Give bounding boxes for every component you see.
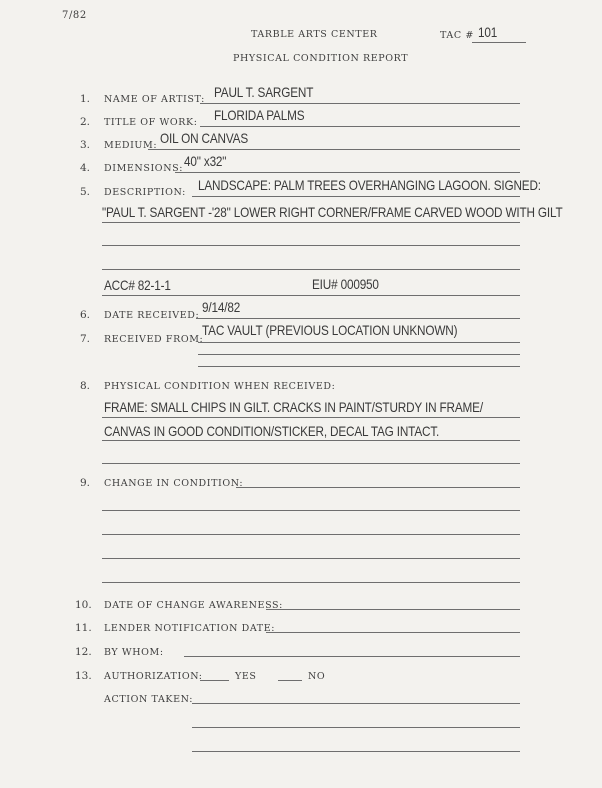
change-line-1[interactable]: [236, 487, 520, 488]
change-line-4[interactable]: [102, 558, 520, 559]
tac-number[interactable]: 101: [478, 24, 498, 40]
description-line-2[interactable]: "PAUL T. SARGENT -'28" LOWER RIGHT CORNER/FRAME CARVED WOOD WITH GILT: [102, 204, 563, 220]
field-number: 5.: [80, 186, 91, 198]
received-from-line-2: [198, 354, 520, 355]
eiu-number[interactable]: EIU# 000950: [312, 276, 379, 292]
date-received-value[interactable]: 9/14/82: [202, 299, 241, 315]
received-from-value[interactable]: TAC VAULT (PREVIOUS LOCATION UNKNOWN): [202, 322, 458, 338]
field-number: 11.: [75, 622, 92, 634]
action-taken-line-1[interactable]: [192, 703, 520, 704]
lender-notification-label: LENDER NOTIFICATION DATE:: [104, 623, 276, 634]
physical-condition-label: PHYSICAL CONDITION WHEN RECEIVED:: [104, 381, 336, 392]
acc-number[interactable]: ACC# 82-1-1: [104, 277, 171, 293]
date-received-label: DATE RECEIVED:: [104, 310, 200, 321]
artist-value[interactable]: PAUL T. SARGENT: [214, 84, 314, 100]
field-number: 7.: [80, 333, 91, 345]
description-label: DESCRIPTION:: [104, 187, 186, 198]
medium-value[interactable]: OIL ON CANVAS: [160, 130, 249, 146]
field-number: 13.: [75, 670, 92, 682]
description-rule-1: [192, 196, 520, 197]
dimensions-label: DIMENSIONS:: [104, 163, 184, 174]
by-whom-line[interactable]: [184, 656, 520, 657]
authorization-no-label: NO: [308, 671, 326, 682]
field-number: 2.: [80, 116, 91, 128]
physical-condition-line-2[interactable]: CANVAS IN GOOD CONDITION/STICKER, DECAL TAG INTACT.: [104, 423, 440, 439]
field-number: 1.: [80, 93, 91, 105]
action-taken-line-2[interactable]: [192, 727, 520, 728]
physical-condition-rule-3: [102, 463, 520, 464]
artist-label: NAME OF ARTIST:: [104, 94, 205, 105]
physical-condition-rule-1: [102, 417, 520, 418]
authorization-no-line[interactable]: [278, 680, 302, 681]
tac-line: [472, 42, 526, 43]
corner-date: 7/82: [62, 10, 87, 21]
received-from-line-3: [198, 366, 520, 367]
description-rule-3: [102, 245, 520, 246]
title-label: TITLE OF WORK:: [104, 117, 198, 128]
dimensions-value[interactable]: 40" x32": [184, 153, 227, 169]
dimensions-line: [175, 172, 520, 173]
title-line: [200, 126, 520, 127]
received-from-line-1: [198, 342, 520, 343]
field-number: 3.: [80, 139, 91, 151]
medium-line: [148, 149, 520, 150]
by-whom-label: BY WHOM:: [104, 647, 164, 658]
physical-condition-line-1[interactable]: FRAME: SMALL CHIPS IN GILT. CRACKS IN PAINT/STURDY IN FRAME/: [104, 399, 483, 415]
authorization-yes-label: YES: [235, 671, 257, 682]
report-title: PHYSICAL CONDITION REPORT: [233, 53, 409, 64]
change-line-2[interactable]: [102, 510, 520, 511]
acc-line: [102, 295, 520, 296]
field-number: 10.: [75, 599, 92, 611]
tac-label: TAC #: [440, 30, 474, 41]
authorization-yes-line[interactable]: [200, 680, 229, 681]
action-taken-label: ACTION TAKEN:: [104, 694, 194, 705]
received-from-label: RECEIVED FROM:: [104, 334, 204, 345]
action-taken-line-3[interactable]: [192, 751, 520, 752]
medium-label: MEDIUM:: [104, 140, 158, 151]
physical-condition-rule-2: [102, 440, 520, 441]
date-received-line: [196, 318, 520, 319]
date-of-change-line[interactable]: [266, 609, 520, 610]
center-name: TARBLE ARTS CENTER: [251, 29, 378, 40]
field-number: 12.: [75, 646, 92, 658]
lender-notification-line[interactable]: [266, 632, 520, 633]
title-value[interactable]: FLORIDA PALMS: [214, 107, 305, 123]
description-line-1[interactable]: LANDSCAPE: PALM TREES OVERHANGING LAGOON. SIGNED:: [198, 177, 541, 193]
date-of-change-label: DATE OF CHANGE AWARENESS:: [104, 600, 283, 611]
authorization-label: AUTHORIZATION:: [104, 671, 203, 682]
description-rule-4: [102, 269, 520, 270]
artist-line: [200, 103, 520, 104]
change-line-5[interactable]: [102, 582, 520, 583]
field-number: 6.: [80, 309, 91, 321]
field-number: 9.: [80, 477, 91, 489]
description-rule-2: [102, 222, 520, 223]
field-number: 8.: [80, 380, 91, 392]
field-number: 4.: [80, 162, 91, 174]
change-in-condition-label: CHANGE IN CONDITION:: [104, 478, 244, 489]
change-line-3[interactable]: [102, 534, 520, 535]
